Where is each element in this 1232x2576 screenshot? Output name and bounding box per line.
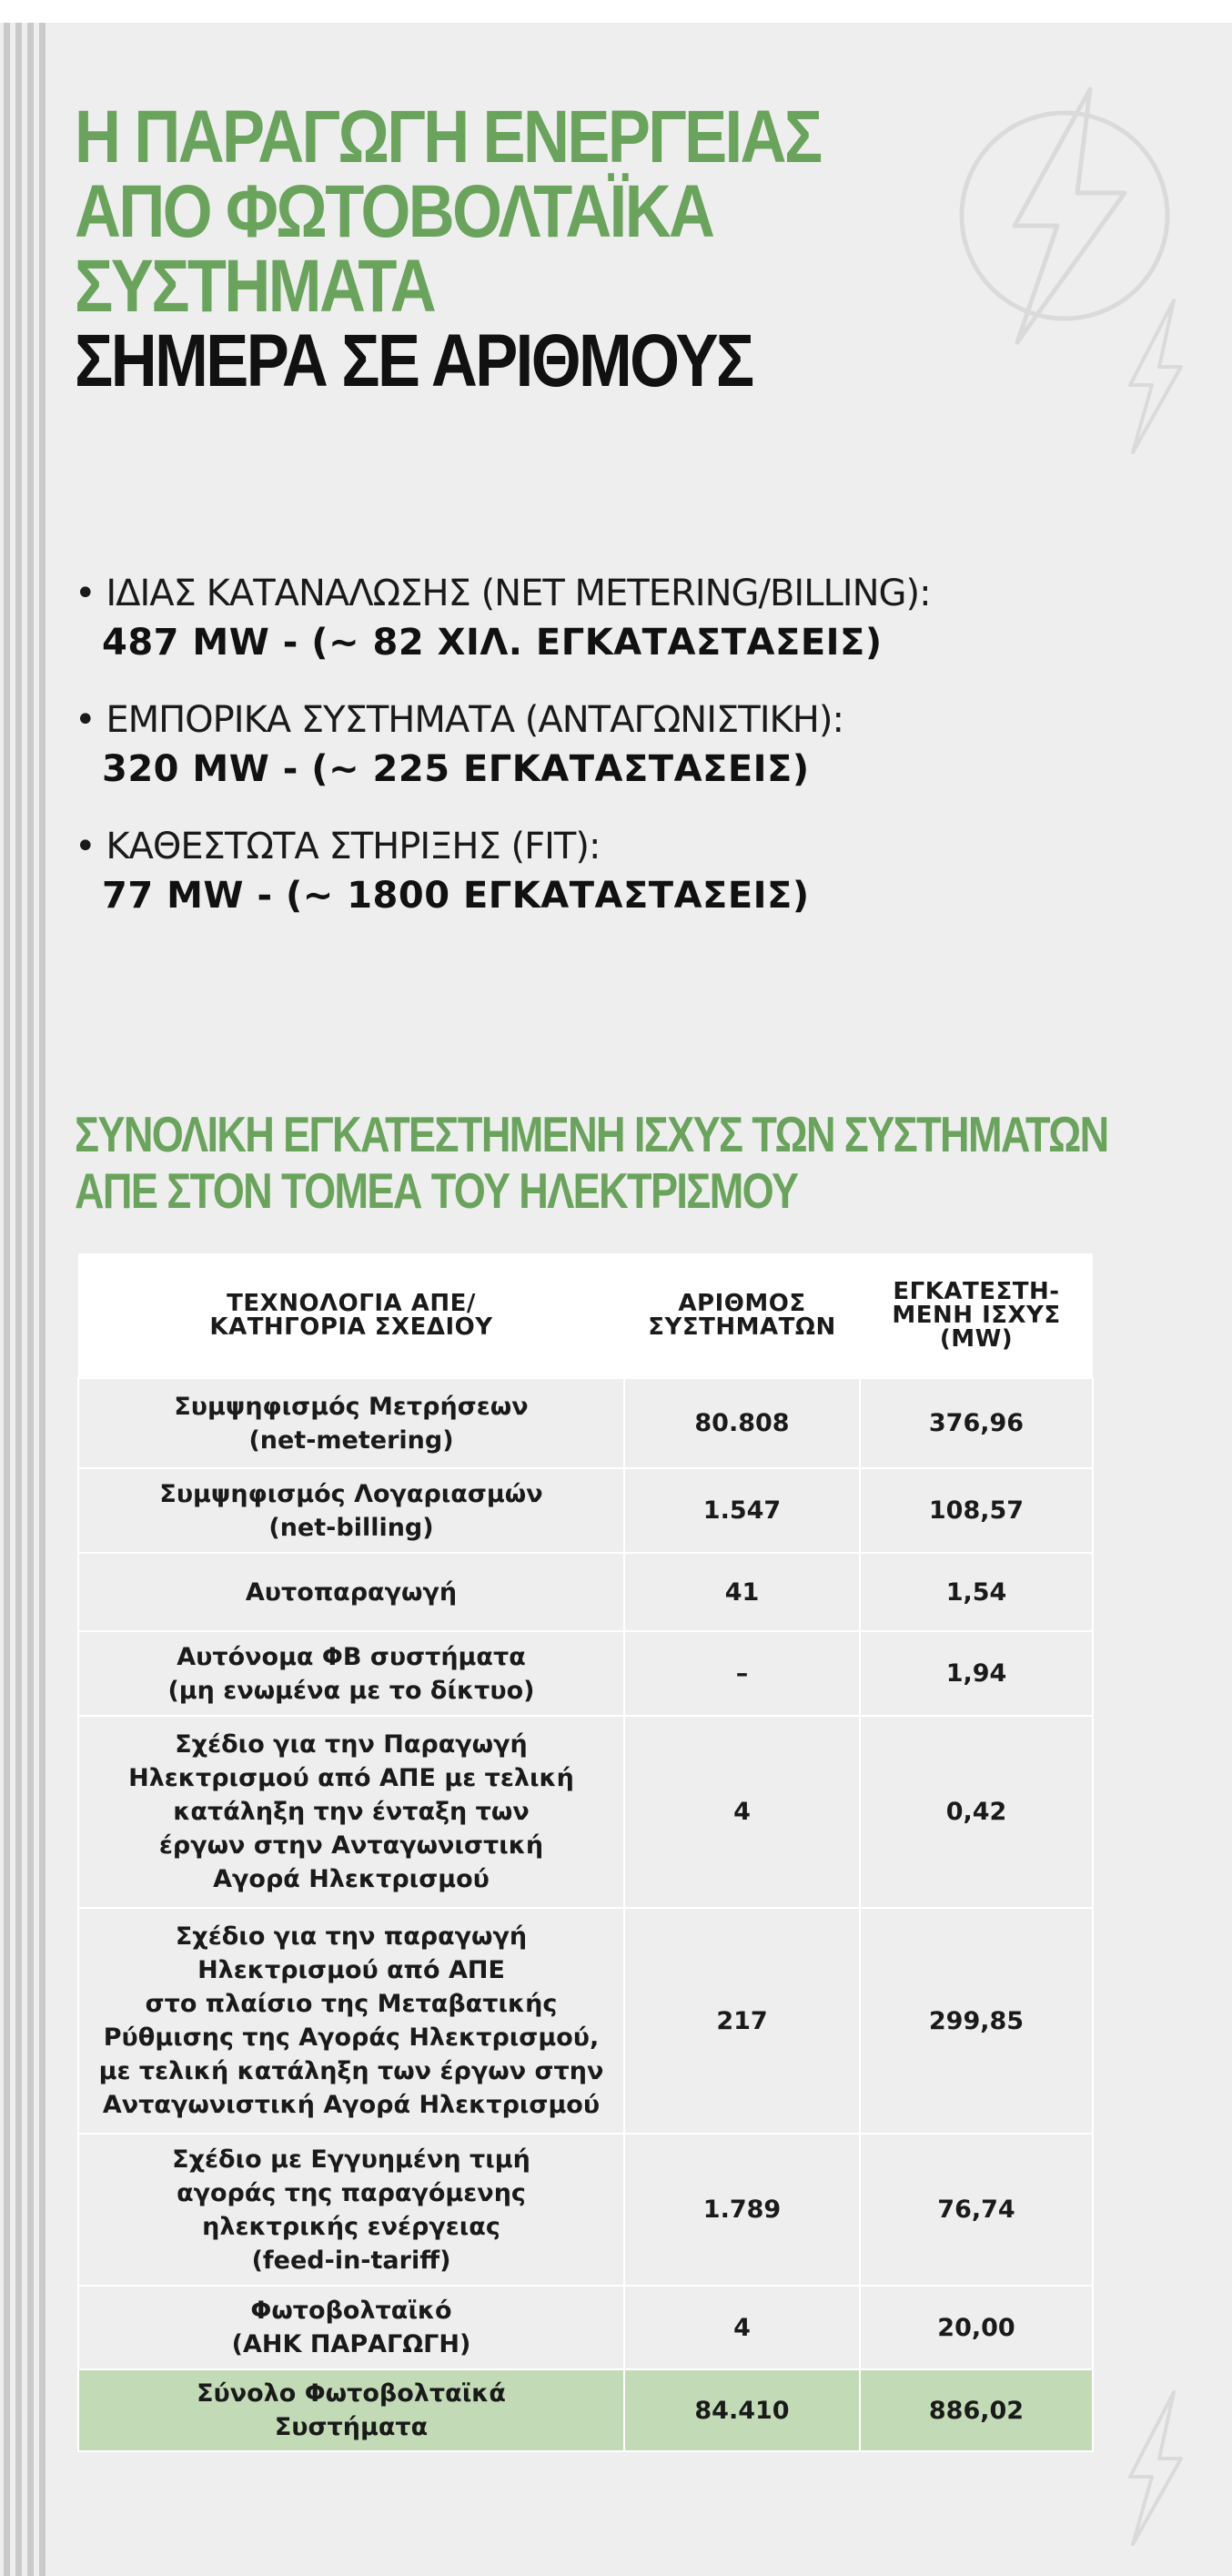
row-label: Σχέδιο για την Παραγωγή Ηλεκτρισμού από ΑΠΕ με τελική κατάληξη την ένταξη των έργων στην Ανταγωνιστική Αγορά Ηλεκτρισμού <box>78 1716 624 1908</box>
bullet-label: • ΕΜΠΟΡΙΚΑ ΣΥΣΤΗΜΑΤΑ (ΑΝΤΑΓΩΝΙΣΤΙΚΗ): <box>75 695 1121 745</box>
page <box>0 23 1232 2576</box>
bullet-item <box>75 695 1121 794</box>
bullet-item <box>75 569 1121 667</box>
table-row <box>78 1468 1093 1553</box>
title-line-dark: ΣΗΜΕΡΑ ΣΕ ΑΡΙΘΜΟΥΣ <box>75 319 752 402</box>
row-label: Αυτόνομα ΦΒ συστήματα (μη ενωμένα με το δίκτυο) <box>78 1631 624 1716</box>
bullet-label: • ΙΔΙΑΣ ΚΑΤΑΝΑΛΩΣΗΣ (NET METERING/BILLING): <box>75 569 1121 618</box>
row-label: Φωτοβολταϊκό (ΑΗΚ ΠΑΡΑΓΩΓΗ) <box>78 2286 624 2369</box>
bullet-list <box>75 569 1121 948</box>
bullet-label: • ΚΑΘΕΣΤΩΤΑ ΣΤΗΡΙΞΗΣ (FIT): <box>75 822 1121 871</box>
row-systems: 1.547 <box>624 1468 860 1553</box>
header-systems: ΑΡΙΘΜΟΣ ΣΥΣΤΗΜΑΤΩΝ <box>624 1253 860 1378</box>
lightning-bolt-icon <box>1119 2388 1192 2551</box>
row-label: Συμψηφισμός Μετρήσεων (net-metering) <box>78 1378 624 1468</box>
row-power: 76,74 <box>860 2134 1093 2286</box>
bullet-value: 487 MW - (~ 82 ΧΙΛ. ΕΓΚΑΤΑΣΤΑΣΕΙΣ) <box>102 622 883 664</box>
left-stripes <box>0 23 55 2576</box>
row-label: Αυτοπαραγωγή <box>78 1553 624 1631</box>
table-row <box>78 2286 1093 2369</box>
row-power: 1,54 <box>860 1553 1093 1631</box>
row-systems: 41 <box>624 1553 860 1631</box>
row-power: 0,42 <box>860 1716 1093 1908</box>
table-row <box>78 1631 1093 1716</box>
section-title <box>75 1106 1108 1219</box>
row-power: 20,00 <box>860 2286 1093 2369</box>
table-total-row <box>78 2369 1093 2451</box>
row-power: 108,57 <box>860 1468 1093 1553</box>
section-title-line: ΑΠΕ ΣΤΟΝ ΤΟΜΕΑ ΤΟΥ ΗΛΕΚΤΡΙΣΜΟΥ <box>75 1162 798 1219</box>
row-systems: 4 <box>624 1716 860 1908</box>
row-systems: 4 <box>624 2286 860 2369</box>
row-label: Συμψηφισμός Λογαριασμών (net-billing) <box>78 1468 624 1553</box>
row-systems: 217 <box>624 1908 860 2134</box>
header-technology: ΤΕΧΝΟΛΟΓΙΑ ΑΠΕ/ ΚΑΤΗΓΟΡΙΑ ΣΧΕΔΙΟΥ <box>78 1253 624 1378</box>
table-row <box>78 1378 1093 1468</box>
bullet-value: 320 MW - (~ 225 ΕΓΚΑΤΑΣΤΑΣΕΙΣ) <box>102 748 810 790</box>
table-header-row <box>78 1253 1093 1378</box>
row-systems: – <box>624 1631 860 1716</box>
lightning-bolt-icon <box>1119 296 1192 460</box>
row-power: 299,85 <box>860 1908 1093 2134</box>
row-power: 376,96 <box>860 1378 1093 1468</box>
total-label: Σύνολο Φωτοβολταϊκά Συστήματα <box>78 2369 624 2451</box>
title-line: ΣΥΣΤΗΜΑΤΑ <box>75 245 435 328</box>
row-systems: 1.789 <box>624 2134 860 2286</box>
header-power: ΕΓΚΑΤΕΣΤΗ- ΜΕΝΗ ΙΣΧΥΣ (MW) <box>860 1253 1093 1378</box>
page-title <box>75 96 821 402</box>
section-title-line: ΣΥΝΟΛΙΚΗ ΕΓΚΑΤΕΣΤΗΜΕΝΗ ΙΣΧΥΣ ΤΩΝ ΣΥΣΤΗΜΑΤΩΝ <box>75 1106 1108 1162</box>
bullet-item <box>75 822 1121 920</box>
row-label: Σχέδιο για την παραγωγή Ηλεκτρισμού από ΑΠΕ στο πλαίσιο της Μεταβατικής Ρύθμισης της Αγοράς Ηλεκτρισμού, με τελική κατάληξη των έργων στην Ανταγωνιστική Αγορά Ηλεκτρισμού <box>78 1908 624 2134</box>
row-systems: 80.808 <box>624 1378 860 1468</box>
total-systems: 84.410 <box>624 2369 860 2451</box>
table-row <box>78 2134 1093 2286</box>
row-power: 1,94 <box>860 1631 1093 1716</box>
table-row <box>78 1908 1093 2134</box>
title-line: ΑΠΟ ΦΩΤΟΒΟΛΤΑΪΚΑ <box>75 170 713 253</box>
row-label: Σχέδιο με Εγγυημένη τιμή αγοράς της παραγόμενης ηλεκτρικής ενέργειας (feed-in-tariff) <box>78 2134 624 2286</box>
table-row <box>78 1716 1093 1908</box>
bullet-value: 77 MW - (~ 1800 ΕΓΚΑΤΑΣΤΑΣΕΙΣ) <box>102 875 810 917</box>
table-row <box>78 1553 1093 1631</box>
title-line: Η ΠΑΡΑΓΩΓΗ ΕΝΕΡΓΕΙΑΣ <box>75 96 821 178</box>
total-power: 886,02 <box>860 2369 1093 2451</box>
capacity-table <box>77 1253 1094 2452</box>
